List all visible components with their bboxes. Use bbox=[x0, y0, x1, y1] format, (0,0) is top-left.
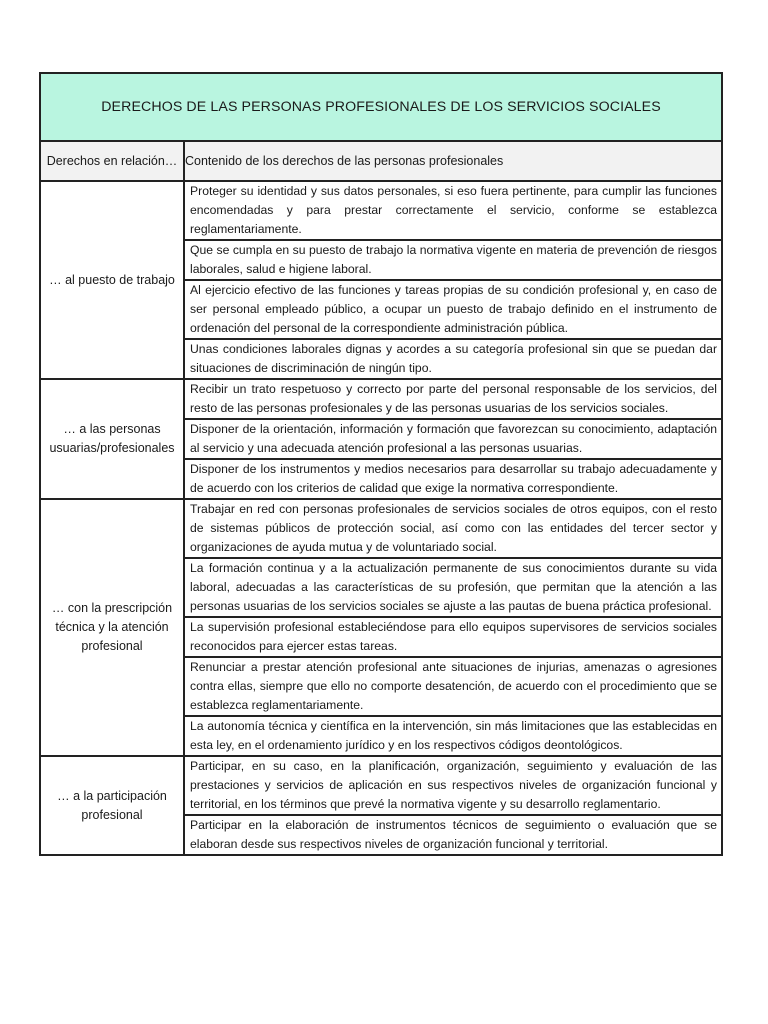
right-entry: La autonomía técnica y científica en la intervención, sin más limitaciones que las establecidas en esta ley, en el ordenamiento jurídico y en los respectivos códigos deontológicos. bbox=[184, 716, 722, 756]
right-entry: Disponer de la orientación, información y formación que favorezcan su conocimiento, adaptación al servicio y una adecuada atención profesional a las personas usuarias. bbox=[184, 419, 722, 459]
right-entry: Trabajar en red con personas profesionales de servicios sociales de otros equipos, con el resto de sistemas públicos de protección social, así como con las entidades del tercer sector y organizaciones de ayuda mutua y de voluntariado social. bbox=[184, 499, 722, 558]
group-label-puesto-trabajo: … al puesto de trabajo bbox=[40, 181, 184, 379]
right-entry: Participar en la elaboración de instrumentos técnicos de seguimiento o evaluación que se elaboran desde sus respectivos niveles de organización funcional y territorial. bbox=[184, 815, 722, 855]
right-entry: La formación continua y a la actualización permanente de sus conocimientos durante su vida laboral, adecuadas a las características de su profesión, que permitan que la atención a las personas usuarias de los servicios sociales se ajuste a las pautas de buena práctica profesional. bbox=[184, 558, 722, 617]
right-entry: Proteger su identidad y sus datos personales, si eso fuera pertinente, para cumplir las funciones encomendadas y para prestar correctamente el servicio, conforme se establezca reglamentariamente. bbox=[184, 181, 722, 240]
title-row bbox=[40, 73, 722, 141]
table-title: DERECHOS DE LAS PERSONAS PROFESIONALES DE LOS SERVICIOS SOCIALES bbox=[40, 73, 722, 141]
table-row bbox=[40, 379, 722, 419]
table-row bbox=[40, 181, 722, 240]
right-entry: Renunciar a prestar atención profesional ante situaciones de injurias, amenazas o agresiones contra ellas, siempre que ello no comporte desatención, de acuerdo con el procedimiento que se establezca reglamentariamente. bbox=[184, 657, 722, 716]
table-row bbox=[40, 756, 722, 815]
rights-table bbox=[39, 72, 723, 856]
right-entry: Disponer de los instrumentos y medios necesarios para desarrollar su trabajo adecuadamente y de acuerdo con los criterios de calidad que exige la normativa correspondiente. bbox=[184, 459, 722, 499]
group-label-prescripcion-tecnica: … con la prescripción técnica y la atención profesional bbox=[40, 499, 184, 756]
header-row bbox=[40, 141, 722, 181]
right-entry: Que se cumpla en su puesto de trabajo la normativa vigente en materia de prevención de riesgos laborales, salud e higiene laboral. bbox=[184, 240, 722, 280]
group-label-personas-usuarias: … a las personas usuarias/profesionales bbox=[40, 379, 184, 499]
group-label-participacion: … a la participación profesional bbox=[40, 756, 184, 855]
header-left: Derechos en relación… bbox=[40, 141, 184, 181]
header-right: Contenido de los derechos de las personas profesionales bbox=[184, 141, 722, 181]
right-entry: Unas condiciones laborales dignas y acordes a su categoría profesional sin que se puedan dar situaciones de discriminación de ningún tipo. bbox=[184, 339, 722, 379]
right-entry: Participar, en su caso, en la planificación, organización, seguimiento y evaluación de las prestaciones y servicios de aplicación en sus respectivos niveles de organización funcional y territorial, en los términos que prevé la normativa vigente y su desarrollo reglamentario. bbox=[184, 756, 722, 815]
table-row bbox=[40, 499, 722, 558]
right-entry: Recibir un trato respetuoso y correcto por parte del personal responsable de los servicios, del resto de las personas profesionales y de las personas usuarias de los servicios sociales. bbox=[184, 379, 722, 419]
right-entry: La supervisión profesional estableciéndose para ello equipos supervisores de servicios sociales reconocidos para ejercer estas tareas. bbox=[184, 617, 722, 657]
right-entry: Al ejercicio efectivo de las funciones y tareas propias de su condición profesional y, en caso de ser personal empleado público, a ocupar un puesto de trabajo definido en el instrumento de ordenación del personal de la correspondiente administración pública. bbox=[184, 280, 722, 339]
